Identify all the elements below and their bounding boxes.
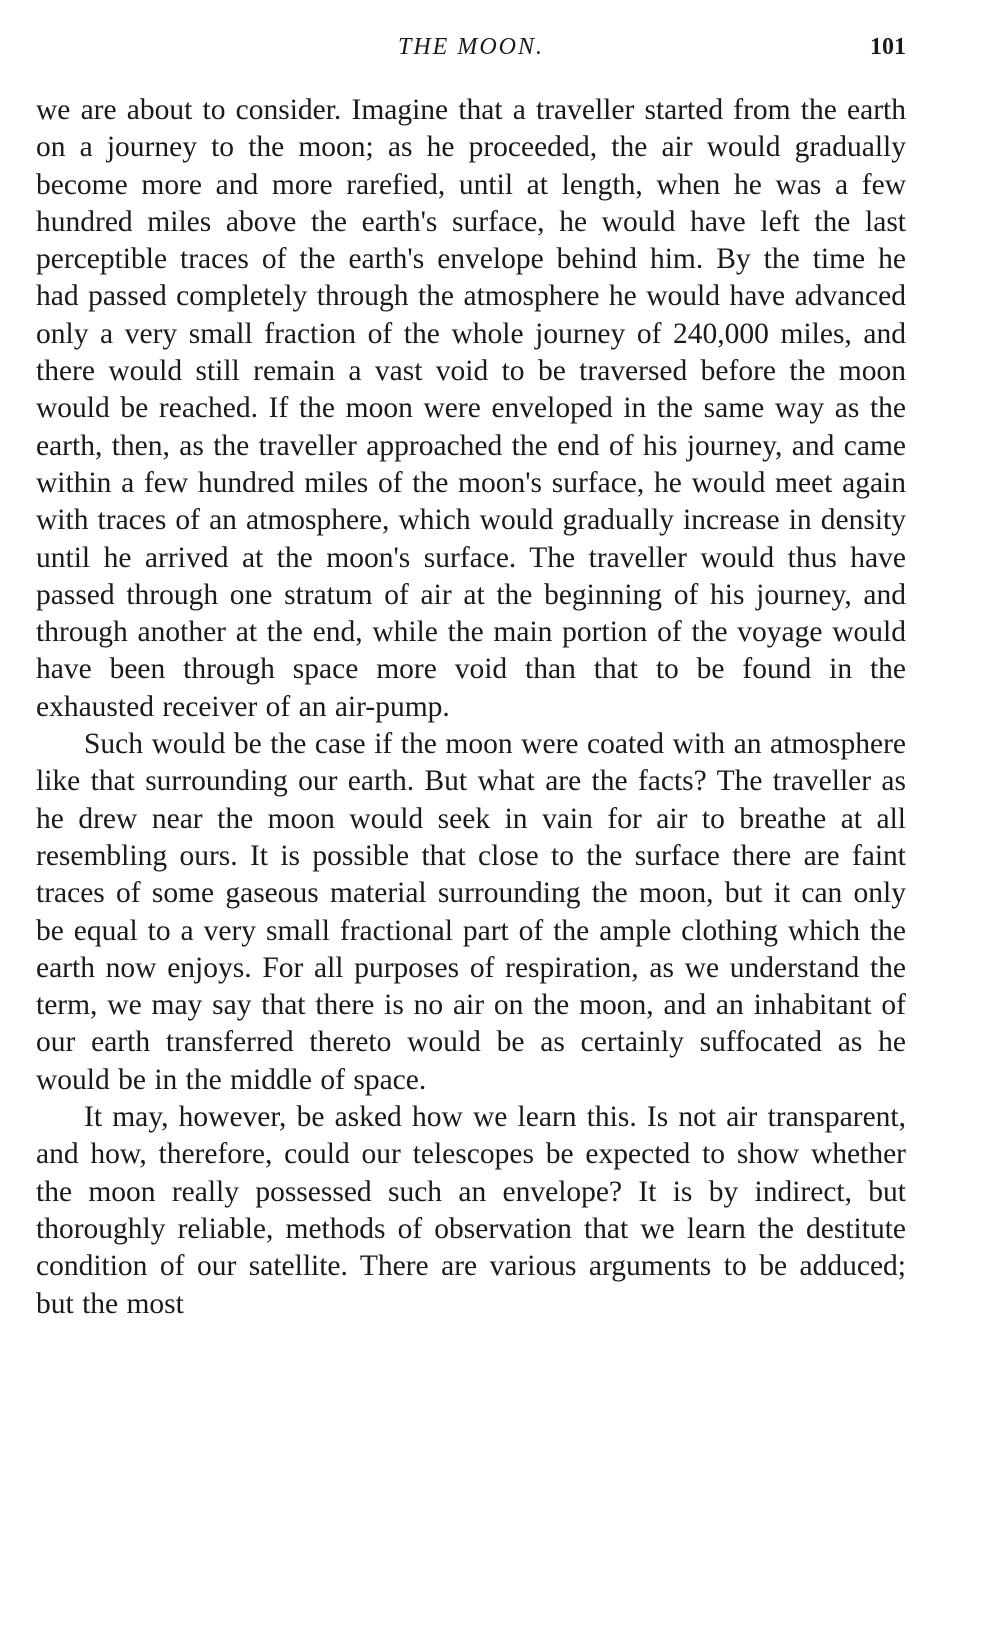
running-head	[36, 30, 906, 70]
running-title: THE MOON.	[397, 34, 544, 60]
book-page	[36, 30, 906, 1323]
paragraph-1: we are about to consider. Imagine that a traveller started from the earth on a journey to the moon; as he proceeded, the air would gradually become more and more rarefied, until at length, when he was a few hundred miles above the earth's surface, he would have left the last perceptible traces of the earth's envelope behind him. By the time he had passed completely through the atmosphere he would have advanced only a very small fraction of the whole journey of 240,000 miles, and there would still remain a vast void to be traversed before the moon would be reached. If the moon were enveloped in the same way as the earth, then, as the traveller approached the end of his journey, and came within a few hundred miles of the moon's surface, he would meet again with traces of an atmosphere, which would gradually increase in density until he arrived at the moon's surface. The traveller would thus have passed through one stratum of air at the beginning of his journey, and through another at the end, while the main portion of the voyage would have been through space more void than that to be found in the exhausted receiver of an air-pump.	[36, 94, 906, 723]
paragraph-2: Such would be the case if the moon were coated with an atmosphere like that surrounding our earth. But what are the facts? The traveller as he drew near the moon would seek in vain for air to breathe at all resembling ours. It is possible that close to the surface there are faint traces of some gaseous material surrounding the moon, but it can only be equal to a very small fractional part of the ample clothing which the earth now enjoys. For all purposes of respiration, as we understand the term, we may say that there is no air on the moon, and an inhabitant of our earth transferred thereto would be as certainly suffocated as he would be in the middle of space.	[36, 728, 906, 1096]
paragraph-3: It may, however, be asked how we learn this. Is not air transparent, and how, therefore, could our telescopes be expected to show whether the moon really possessed such an envelope? It is by indirect, but thoroughly reliable, methods of observation that we learn the destitute condition of our satellite. There are various arguments to be adduced; but the most	[36, 1101, 906, 1320]
text-body	[36, 92, 906, 1323]
page-number: 101	[870, 34, 906, 60]
